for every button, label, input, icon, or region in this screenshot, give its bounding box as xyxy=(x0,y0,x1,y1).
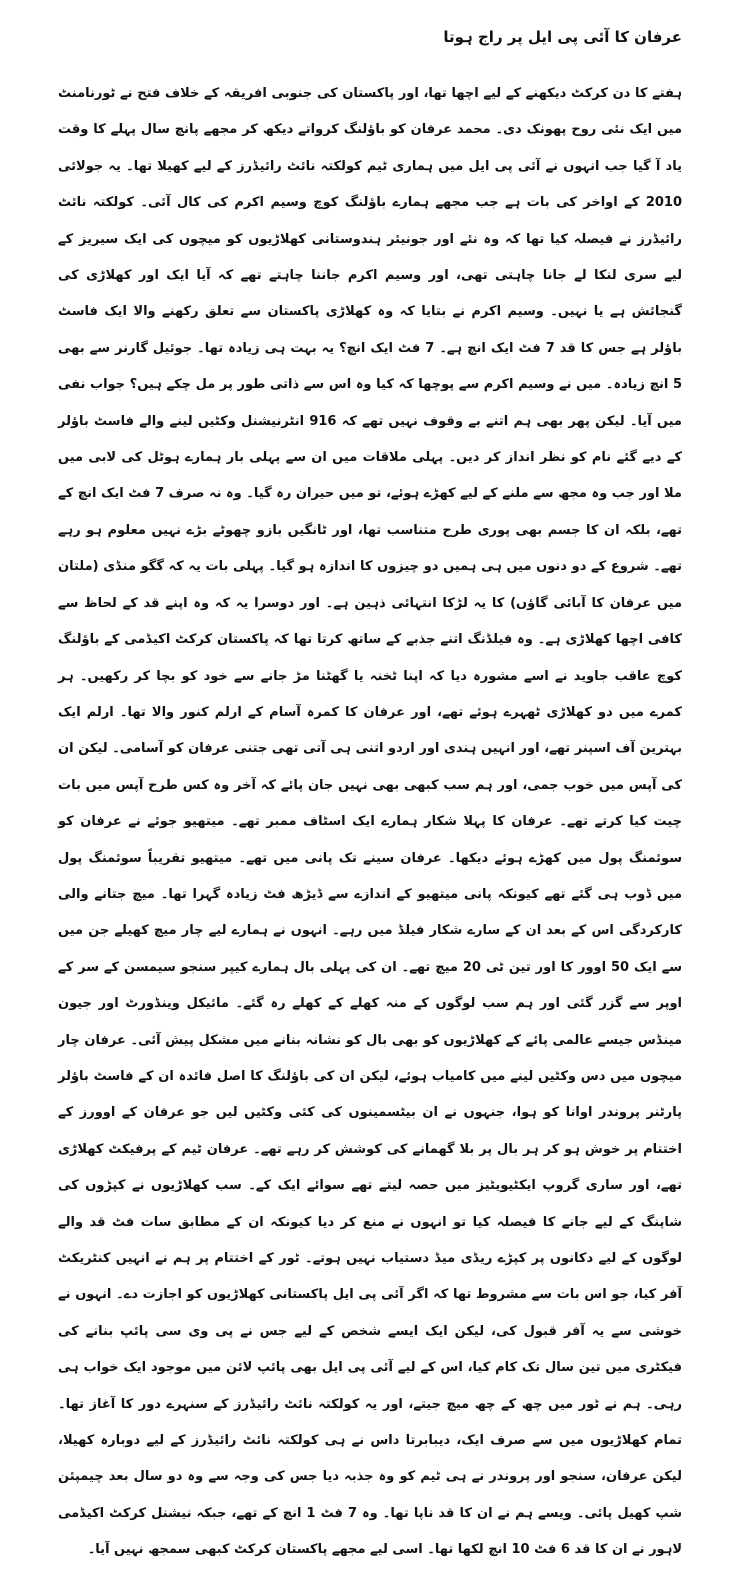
article-title: عرفان کا آئی پی ایل پر راج ہوتا xyxy=(443,28,682,46)
article-body: ہفتے کا دن کرکٹ دیکھنے کے لیے اچھا تھا، اور پاکستان کی جنوبی افریقہ کے خلاف فتح نے ٹورنامنٹ میں ایک نئی روح پھونک دی۔ محمد عرفان کو باؤلنگ کرواتے دیکھ کر مجھے پانچ سال پہلے کا وقت یاد آ گیا جب انہوں نے آئی پی ایل میں ہماری ٹیم کولکتہ نائٹ رائیڈرز کے لیے کھیلا تھا۔ یہ جولائی 2010 کے اواخر کی بات ہے جب مجھے ہمارے باؤلنگ کوچ وسیم اکرم کی کال آئی۔ کولکتہ نائٹ رائیڈرز نے فیصلہ کیا تھا کہ وہ نئے اور جونیئر ہندوستانی کھلاڑیوں کو میچوں کی ایک سیریز کے لیے سری لنکا لے جانا چاہتی تھی، اور وسیم اکرم جاننا چاہتے تھے کہ آیا ایک اور کھلاڑی کی گنجائش ہے یا نہیں۔ وسیم اکرم نے بتایا کہ وہ کھلاڑی پاکستان سے تعلق رکھنے والا ایک فاسٹ باؤلر ہے جس کا قد 7 فٹ ایک انچ ہے۔ 7 فٹ ایک انچ؟ یہ بہت ہی زیادہ تھا۔ جوئیل گارنر سے بھی 5 انچ زیادہ۔ میں نے وسیم اکرم سے پوچھا کہ کیا وہ اس سے ذاتی طور پر مل چکے ہیں؟ جواب نفی میں آیا۔ لیکن پھر بھی ہم اتنے بے وقوف نہیں تھے کہ 916 انٹرنیشنل وکٹیں لینے والے فاسٹ باؤلر کے دیے گئے نام کو نظر انداز کر دیں۔ پہلی ملاقات میں ان سے پہلی بار ہمارے ہوٹل کی لابی میں ملا اور جب وہ مجھ سے ملنے کے لیے کھڑے ہوئے، تو میں حیران رہ گیا۔ وہ نہ صرف 7 فٹ ایک انچ کے تھے، بلکہ ان کا جسم بھی پوری طرح متناسب تھا، اور ٹانگیں بازو چھوٹے بڑے نہیں معلوم ہو رہے تھے۔ شروع کے دو دنوں میں ہی ہمیں دو چیزوں کا اندازہ ہو گیا۔ پہلی بات یہ کہ گگو منڈی (ملتان میں عرفان کا آبائی گاؤں) کا یہ لڑکا انتہائی ذہین ہے۔ اور دوسرا یہ کہ وہ اپنے قد کے لحاظ سے کافی اچھا کھلاڑی ہے۔ وہ فیلڈنگ اتنے جذبے کے ساتھ کرتا تھا کہ پاکستان کرکٹ اکیڈمی کے باؤلنگ کوچ عاقب جاوید نے اسے مشورہ دیا کہ اپنا ٹخنہ یا گھٹنا مڑ جانے سے خود کو بچا کر رکھیں۔ ہر کمرے میں دو کھلاڑی ٹھہرے ہوئے تھے، اور عرفان کا کمرہ آسام کے ارلم کنور والا تھا۔ ارلم ایک بہترین آف اسپنر تھے، اور انہیں ہندی اور اردو اتنی ہی آتی تھی جتنی عرفان کو آسامی۔ لیکن ان کی آپس میں خوب جمی، اور ہم سب کبھی بھی نہیں جان پائے کہ آخر وہ کس طرح آپس میں بات چیت کیا کرتے تھے۔ عرفان کا پہلا شکار ہمارے ایک اسٹاف ممبر تھے۔ میتھیو جوئے نے عرفان کو سوئمنگ پول میں کھڑے ہوئے دیکھا۔ عرفان سینے تک پانی میں تھے۔ میتھیو تقریباً سوئمنگ پول میں ڈوب ہی گئے تھے کیونکہ پانی میتھیو کے اندازے سے ڈیڑھ فٹ زیادہ گہرا تھا۔ میچ جتانے والی کارکردگی اس کے بعد ان کے سارے شکار فیلڈ میں رہے۔ انہوں نے ہمارے لیے چار میچ کھیلے جن میں سے ایک 50 اوور کا اور تین ٹی 20 میچ تھے۔ ان کی پہلی بال ہمارے کیپر سنجو سیمسن کے سر کے اوپر سے گزر گئی اور ہم سب لوگوں کے منہ کھلے کے کھلے رہ گئے۔ مائیکل وینڈورٹ اور جیون مینڈس جیسے عالمی پائے کے کھلاڑیوں کو بھی بال کو نشانہ بنانے میں مشکل پیش آئی۔ عرفان چار میچوں میں دس وکٹیں لینے میں کامیاب ہوئے، لیکن ان کی باؤلنگ کا اصل فائدہ ان کے فاسٹ باؤلر پارٹنر پروندر اوانا کو ہوا، جنہوں نے ان بیٹسمینوں کی کئی وکٹیں لیں جو عرفان کے اوورز کے اختتام پر خوش ہو کر ہر بال پر بلا گھمانے کی کوشش کر رہے تھے۔ عرفان ٹیم کے پرفیکٹ کھلاڑی تھے، اور ساری گروپ ایکٹیویٹیز میں حصہ لیتے تھے سوائے ایک کے۔ سب کھلاڑیوں نے کپڑوں کی شاپنگ کے لیے جانے کا فیصلہ کیا تو انہوں نے منع کر دیا کیونکہ ان کے مطابق سات فٹ قد والے لوگوں کے لیے دکانوں پر کپڑے ریڈی میڈ دستیاب نہیں ہوتے۔ ٹور کے اختتام پر ہم نے انہیں کنٹریکٹ آفر کیا، جو اس بات سے مشروط تھا کہ اگر آئی پی ایل پاکستانی کھلاڑیوں کو اجازت دے۔ انہوں نے خوشی سے یہ آفر قبول کی، لیکن ایک ایسے شخص کے لیے جس نے پی وی سی پائپ بنانے کی فیکٹری میں تین سال تک کام کیا، اس کے لیے آئی پی ایل بھی پائپ لائن میں موجود ایک خواب ہی رہی۔ ہم نے ٹور میں چھ کے چھ میچ جیتے، اور یہ کولکتہ نائٹ رائیڈرز کے سنہرے دور کا آغاز تھا۔ تمام کھلاڑیوں میں سے صرف ایک، دیبابرتا داس نے ہی کولکتہ نائٹ رائیڈرز کے لیے دوبارہ کھیلا، لیکن عرفان، سنجو اور پروندر نے ہی ٹیم کو وہ جذبہ دیا جس کی وجہ سے وہ دو سال بعد چیمپئن شپ کھیل پائی۔ ویسے ہم نے ان کا قد ناپا تھا۔ وہ 7 فٹ 1 انچ کے تھے، جبکہ نیشنل کرکٹ اکیڈمی لاہور نے ان کا قد 6 فٹ 10 انچ لکھا تھا۔ اسی لیے مجھے پاکستان کرکٹ کبھی سمجھ نہیں آیا۔ xyxy=(58,86,683,1558)
